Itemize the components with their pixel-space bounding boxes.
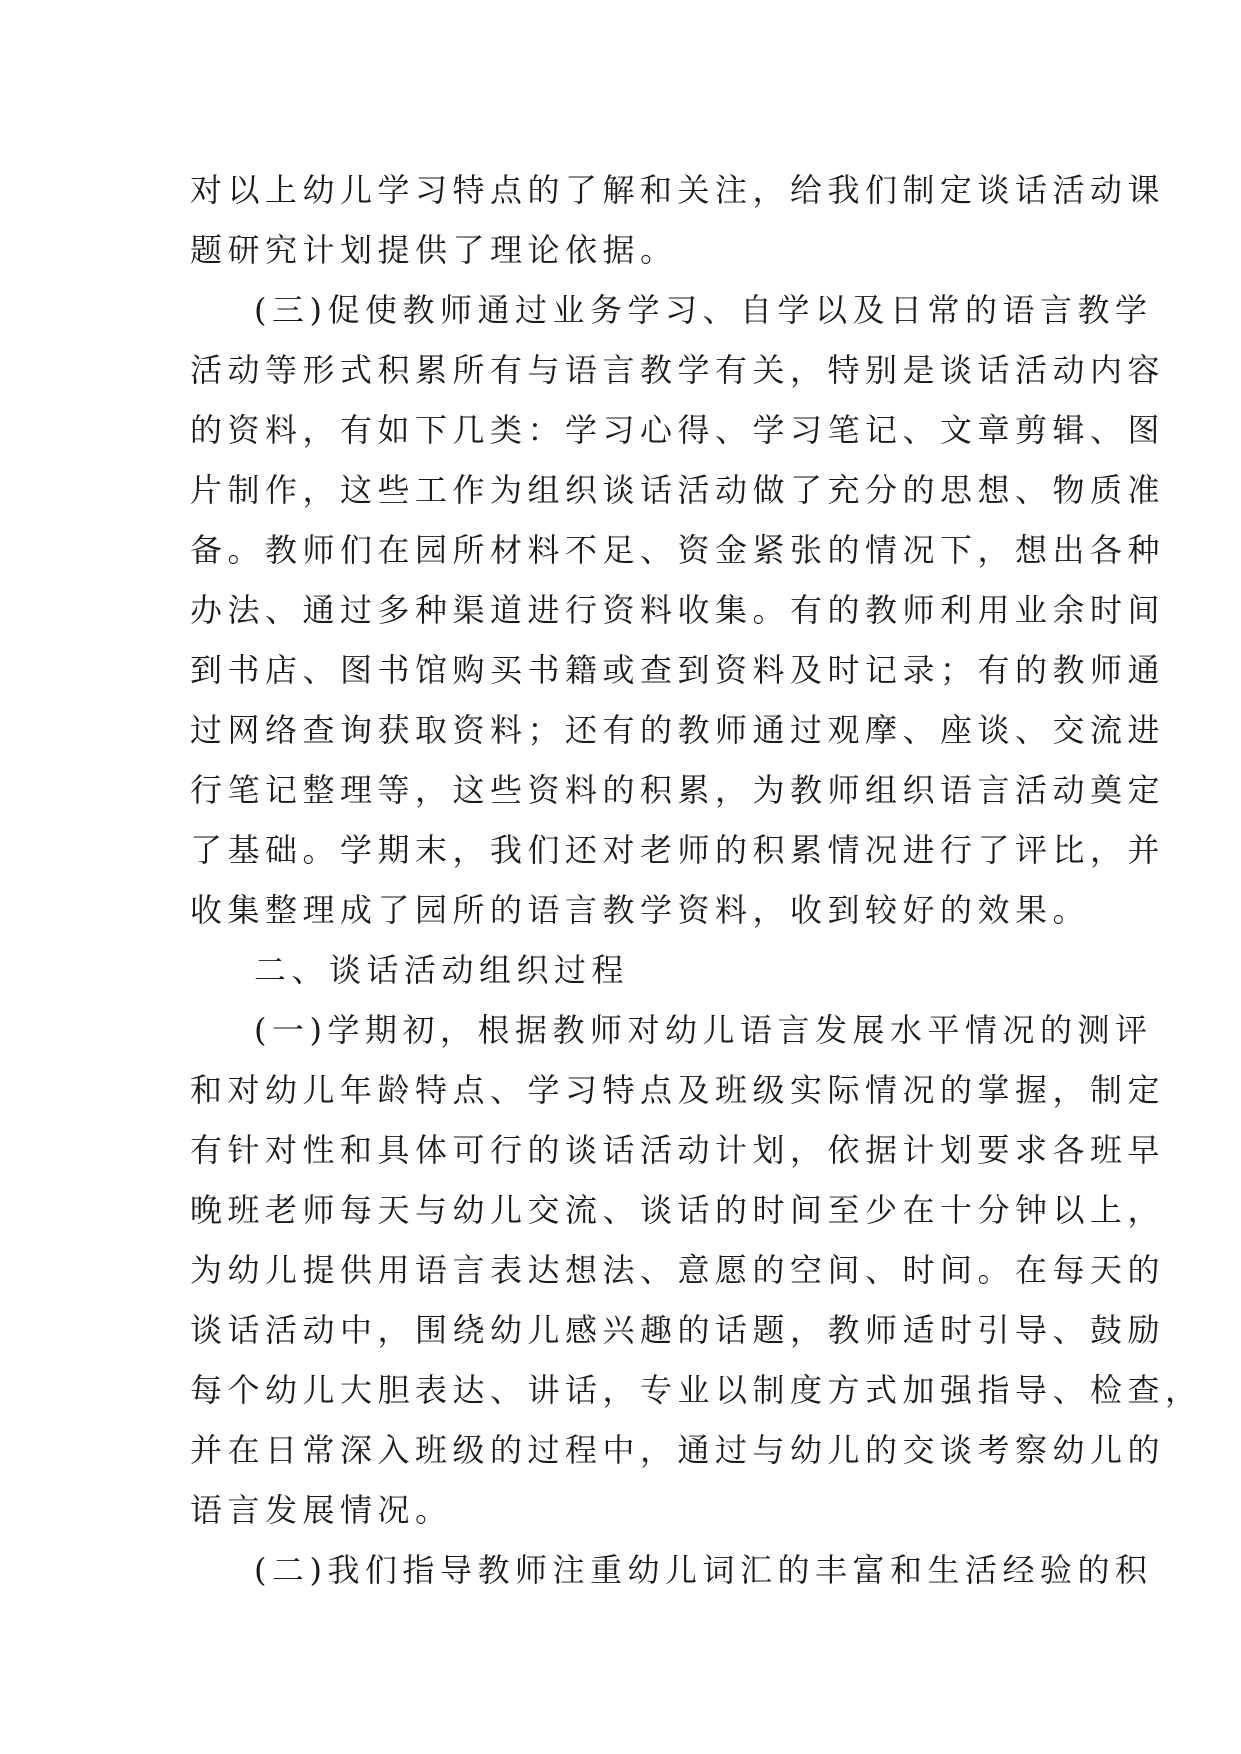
- text-line: 对以上幼儿学习特点的了解和关注，给我们制定谈话活动课: [190, 171, 1166, 209]
- text-line: 并在日常深入班级的过程中，通过与幼儿的交谈考察幼儿的: [190, 1431, 1166, 1469]
- text-line: 语言发展情况。: [190, 1491, 453, 1529]
- text-line: 备。教师们在园所材料不足、资金紧张的情况下，想出各种: [190, 531, 1166, 569]
- text-line: 办法、通过多种渠道进行资料收集。有的教师利用业余时间: [190, 591, 1166, 629]
- text-line: 片制作，这些工作为组织谈话活动做了充分的思想、物质准: [190, 471, 1166, 509]
- text-line: 和对幼儿年龄特点、学习特点及班级实际情况的掌握，制定: [190, 1071, 1166, 1109]
- document-body: [190, 160, 1203, 1600]
- text-line: 活动等形式积累所有与语言教学有关，特别是谈话活动内容: [190, 351, 1166, 389]
- text-line: (一)学期初，根据教师对幼儿语言发展水平情况的测评: [254, 1011, 1153, 1049]
- text-line: 题研究计划提供了理论依据。: [190, 231, 678, 269]
- text-line: (三)促使教师通过业务学习、自学以及日常的语言教学: [254, 291, 1153, 329]
- text-line: 过网络查询获取资料；还有的教师通过观摩、座谈、交流进: [190, 711, 1166, 749]
- text-line: 的资料，有如下几类：学习心得、学习笔记、文章剪辑、图: [190, 411, 1166, 449]
- text-line: 收集整理成了园所的语言教学资料，收到较好的效果。: [190, 891, 1091, 929]
- text-line: 为幼儿提供用语言表达想法、意愿的空间、时间。在每天的: [190, 1251, 1166, 1289]
- text-line: 到书店、图书馆购买书籍或查到资料及时记录；有的教师通: [190, 651, 1166, 689]
- text-line: 有针对性和具体可行的谈话活动计划，依据计划要求各班早: [190, 1131, 1166, 1169]
- text-line: 行笔记整理等，这些资料的积累，为教师组织语言活动奠定: [190, 771, 1166, 809]
- text-line: 晚班老师每天与幼儿交流、谈话的时间至少在十分钟以上，: [190, 1191, 1166, 1229]
- text-line: 每个幼儿大胆表达、讲话，专业以制度方式加强指导、检查，: [190, 1371, 1203, 1409]
- section-heading: 二、谈话活动组织过程: [254, 951, 630, 989]
- text-line: 谈话活动中，围绕幼儿感兴趣的话题，教师适时引导、鼓励: [190, 1311, 1166, 1349]
- text-line: (二)我们指导教师注重幼儿词汇的丰富和生活经验的积: [254, 1551, 1153, 1589]
- text-line: 了基础。学期末，我们还对老师的积累情况进行了评比，并: [190, 831, 1166, 869]
